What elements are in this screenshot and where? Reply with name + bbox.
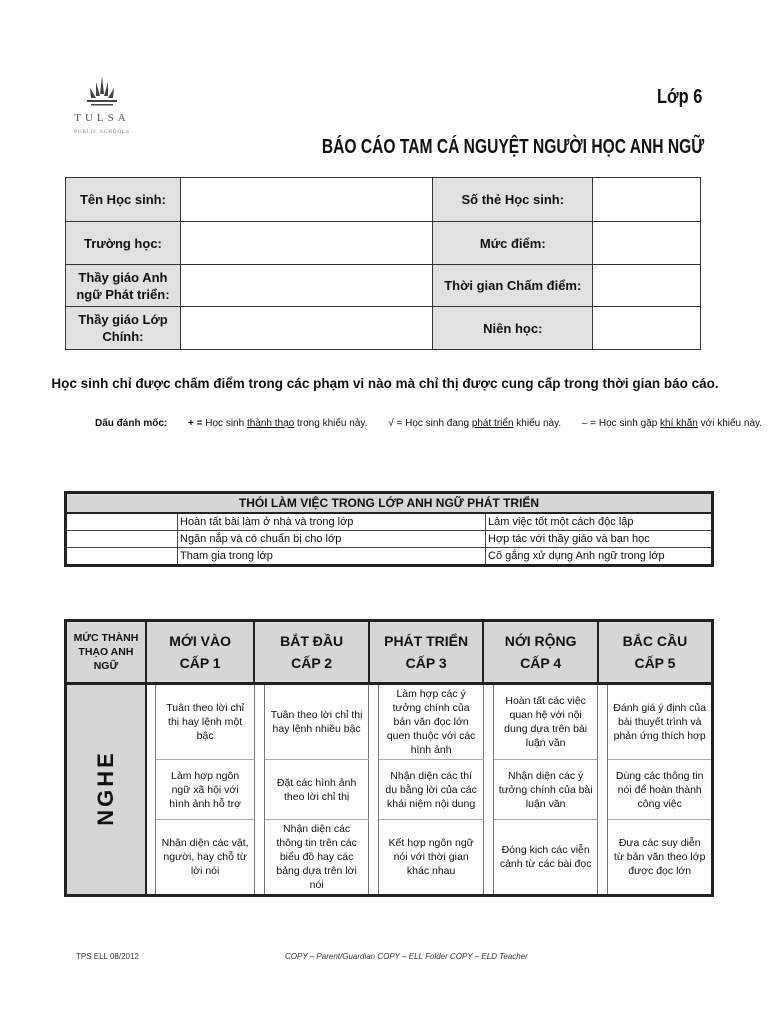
- level-header-2: BẮT ĐẦU CẤP 2: [254, 621, 369, 684]
- proficiency-corner-label: MỨC THÀNH THẠO ANH NGỮ: [66, 621, 146, 684]
- proficiency-levels-table: [64, 619, 714, 897]
- form-code: TPS ELL 08/2012: [76, 952, 139, 961]
- descriptor-cell: Làm hợp các ý tưởng chính của bản văn đọc lớn quen thuộc với các hình ảnh: [379, 684, 483, 760]
- mark-box[interactable]: [598, 820, 608, 896]
- legend-minus: – = Học sinh gặp khí khăn với khiếu này.: [581, 418, 763, 429]
- student-name-field[interactable]: [180, 178, 433, 222]
- descriptor-cell: Tuân theo lời chỉ thị hay lệnh một bậc: [156, 684, 254, 760]
- habit-mark-cell[interactable]: [66, 531, 178, 548]
- habit-item: Tham gia trong lớp: [178, 548, 486, 566]
- level-header-4: NỚI RỘNG CẤP 4: [483, 621, 598, 684]
- descriptor-cell: Nhận diện các thí dụ bằng lời của các khái niệm nội dung: [379, 760, 483, 820]
- ell-teacher-field[interactable]: [180, 265, 433, 307]
- habit-item: Ngăn nắp và có chuẩn bị cho lớp: [178, 531, 486, 548]
- document-title: BÁO CÁO TAM CÁ NGUYỆT NGƯỜI HỌC ANH NGỮ: [321, 136, 704, 158]
- legend-check: √ = Học sinh đang phát triển khiếu này.: [388, 418, 562, 429]
- mark-box[interactable]: [146, 760, 156, 820]
- school-field[interactable]: [180, 222, 433, 265]
- school-label: Trường học:: [66, 222, 181, 265]
- student-id-field[interactable]: [593, 178, 701, 222]
- descriptor-cell: Kết hợp ngôn ngữ nói với thời gian khác nhau: [388, 837, 474, 877]
- descriptor-cell: Đóng kịch các viễn cảnh từ các bài đọc: [499, 844, 592, 870]
- school-year-label: Niên học:: [433, 307, 593, 350]
- level-header-1: MỚI VÀO CẤP 1: [146, 621, 254, 684]
- grade-title: Lớp 6: [656, 86, 702, 108]
- classroom-teacher-field[interactable]: [180, 307, 433, 350]
- habit-item: Cố gắng xử dụng Anh ngữ trong lớp: [486, 548, 713, 566]
- work-habits-table: [64, 491, 714, 567]
- descriptor-cell: Dùng các thông tin nói để hoàn thành công việc: [608, 760, 713, 820]
- descriptor-cell: Đặt các hình ảnh theo lời chỉ thị: [264, 760, 368, 820]
- legend-plus: + = Học sinh thành thạo trong khiếu này.: [188, 418, 368, 429]
- mark-box[interactable]: [254, 760, 264, 820]
- logo-subtitle: PUBLIC SCHOOLS: [74, 130, 130, 135]
- copy-distribution: COPY – Parent/Guardian COPY – ELL Folder COPY – ELD Teacher: [285, 952, 528, 961]
- marking-legend: [95, 418, 762, 429]
- ell-teacher-label: Thầy giáo Anh ngữ Phát triển:: [66, 265, 181, 307]
- mark-box[interactable]: [483, 820, 493, 896]
- descriptor-cell: Đánh giá ý định của bài thuyết trình và phản ứng thích hợp: [608, 684, 713, 760]
- descriptor-cell: Làm hợp ngôn ngữ xã hội với hình ảnh hỗ trợ: [156, 760, 254, 820]
- student-info-table: [65, 177, 701, 350]
- level-header-3: PHÁT TRIỂN CẤP 3: [369, 621, 484, 684]
- mark-box[interactable]: [598, 684, 608, 760]
- legend-label: Dấu đánh mốc:: [95, 418, 168, 429]
- mark-box[interactable]: [254, 820, 264, 896]
- habit-mark-cell[interactable]: [66, 548, 178, 566]
- level-header-5: BẮC CẦU CẤP 5: [598, 621, 713, 684]
- grading-period-label: Thời gian Chấm điểm:: [433, 265, 593, 307]
- mark-box[interactable]: [369, 760, 379, 820]
- descriptor-cell: Tuân theo lời chỉ thị hay lệnh nhiều bậc: [264, 684, 368, 760]
- habit-row: [66, 548, 713, 566]
- descriptor-cell: Đưa các suy diễn từ bản văn theo lớp được đọc lớn: [613, 837, 706, 877]
- classroom-teacher-label: Thầy giáo Lớp Chính:: [66, 307, 181, 350]
- grading-period-field[interactable]: [593, 265, 701, 307]
- mark-box[interactable]: [146, 820, 156, 896]
- mark-box[interactable]: [598, 760, 608, 820]
- work-habits-title: THÓI LÀM VIỆC TRONG LỚP ANH NGỮ PHÁT TRIỂN: [66, 493, 713, 514]
- student-name-label: Tên Học sinh:: [66, 178, 181, 222]
- mark-box[interactable]: [483, 684, 493, 760]
- domain-label: NGHE: [66, 684, 146, 896]
- habit-item: Hợp tác với thầy giáo và bạn học: [486, 531, 713, 548]
- descriptor-cell: Nhận diện các thông tin trên các biểu đồ hay các bảng dựa trên lời nói: [276, 823, 357, 891]
- habit-item: Hoàn tất bài làm ở nhà và trong lớp: [178, 513, 486, 531]
- habit-item: Làm việc tốt một cách độc lập: [486, 513, 713, 531]
- mark-box[interactable]: [369, 820, 379, 896]
- mark-box[interactable]: [146, 684, 156, 760]
- school-logo: [72, 74, 132, 135]
- logo-wordmark: TULSA: [74, 112, 130, 124]
- mark-box[interactable]: [483, 760, 493, 820]
- tulsa-tree-logo-icon: [85, 74, 119, 108]
- descriptor-cell: Nhận diện các vật, người, hay chỗ từ lời nói: [161, 837, 249, 877]
- grade-level-field[interactable]: [593, 222, 701, 265]
- school-year-field[interactable]: [593, 307, 701, 350]
- grade-level-label: Mức điểm:: [433, 222, 593, 265]
- mark-box[interactable]: [254, 684, 264, 760]
- descriptor-cell: Hoàn tất các việc quan hệ với nội dung dựa trên bài luận văn: [493, 684, 597, 760]
- student-id-label: Số thẻ Học sinh:: [433, 178, 593, 222]
- grading-note: Học sinh chỉ được chấm điểm trong các phạm vi nào mà chỉ thị được cung cấp trong thời gian báo cáo.: [51, 376, 719, 391]
- mark-box[interactable]: [369, 684, 379, 760]
- habit-row: [66, 513, 713, 531]
- habit-mark-cell[interactable]: [66, 513, 178, 531]
- descriptor-cell: Nhận diện các ý tưởng chính của bài luận văn: [493, 760, 597, 820]
- habit-row: [66, 531, 713, 548]
